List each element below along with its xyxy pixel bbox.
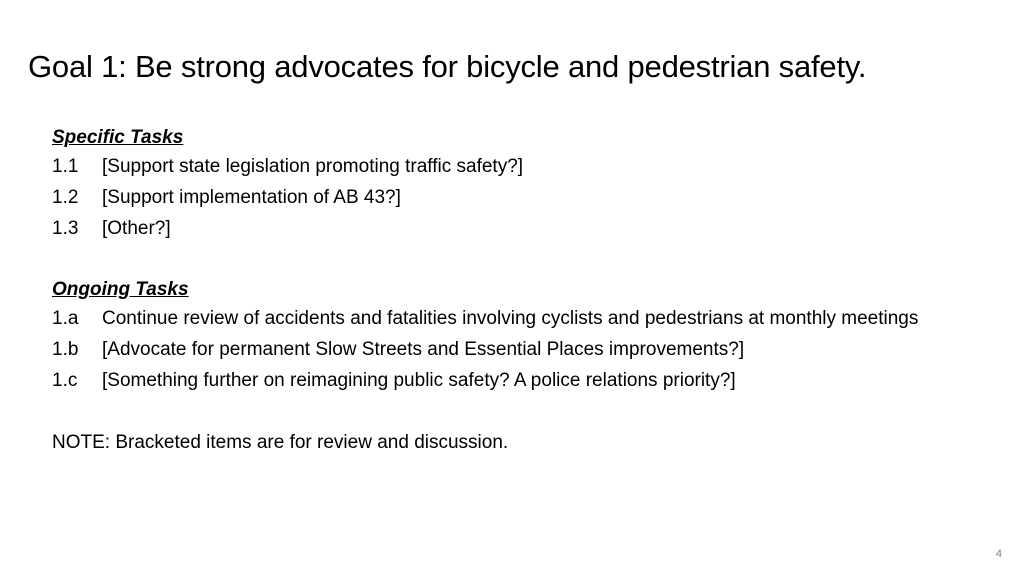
task-text: [Support implementation of AB 43?] <box>102 187 401 209</box>
note-gap <box>52 396 972 428</box>
task-number: 1.c <box>52 369 78 391</box>
list-item <box>52 152 972 183</box>
task-number: 1.1 <box>52 156 79 178</box>
list-item <box>52 304 972 335</box>
section-gap <box>52 245 972 275</box>
section-heading-specific-tasks: Specific Tasks <box>52 127 184 148</box>
task-text: [Other?] <box>102 217 171 239</box>
task-text: [Advocate for permanent Slow Streets and Essential Places improvements?] <box>102 338 745 360</box>
task-text: [Something further on reimagining public safety? A police relations priority?] <box>102 369 736 391</box>
task-text: Continue review of accidents and fatalities involving cyclists and pedestrians at monthly meetings <box>102 308 919 330</box>
list-item <box>52 366 972 397</box>
task-number: 1.2 <box>52 187 79 209</box>
task-text: [Support state legislation promoting traffic safety?] <box>102 156 524 178</box>
note-text: NOTE: Bracketed items are for review and discussion. <box>52 432 509 454</box>
list-item <box>52 183 972 214</box>
list-item <box>52 214 972 245</box>
list-item <box>52 335 972 366</box>
task-number: 1.a <box>52 308 79 330</box>
page-title: Goal 1: Be strong advocates for bicycle and pedestrian safety. <box>28 49 867 84</box>
task-number: 1.3 <box>52 217 79 239</box>
page-number: 4 <box>995 548 1002 560</box>
slide-body <box>52 123 972 459</box>
task-number: 1.b <box>52 338 79 360</box>
section-heading-ongoing-tasks: Ongoing Tasks <box>52 278 189 300</box>
